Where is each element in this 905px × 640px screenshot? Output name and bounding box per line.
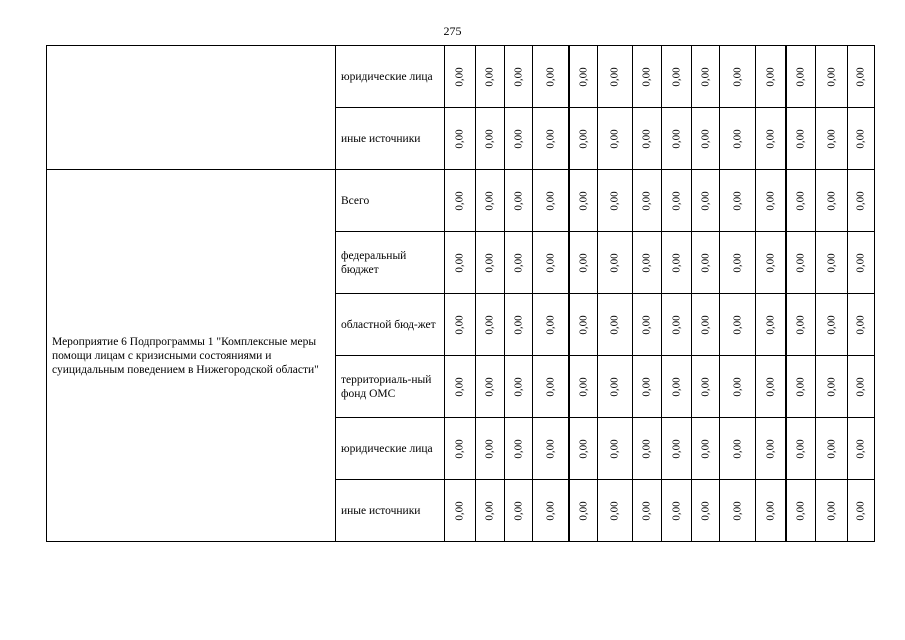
value-text: 0,00 — [454, 128, 466, 149]
value-cell — [848, 232, 875, 294]
value-cell — [569, 232, 598, 294]
value-cell — [720, 170, 756, 232]
value-text: 0,00 — [484, 190, 496, 211]
value-text: 0,00 — [609, 66, 621, 87]
value-text: 0,00 — [699, 66, 712, 87]
value-cell — [692, 108, 720, 170]
value-text: 0,00 — [544, 500, 557, 521]
value-cell — [505, 480, 533, 542]
value-text: 0,00 — [731, 190, 744, 211]
value-text: 0,00 — [512, 190, 525, 211]
value-text: 0,00 — [609, 314, 621, 335]
value-cell — [476, 480, 505, 542]
value-cell — [692, 480, 720, 542]
value-cell — [756, 232, 786, 294]
funding-source-cell: иные источники — [336, 480, 445, 542]
value-cell — [756, 356, 786, 418]
value-cell — [848, 170, 875, 232]
value-text: 0,00 — [825, 376, 838, 397]
value-cell — [445, 108, 476, 170]
value-text: 0,00 — [641, 314, 653, 335]
value-cell — [662, 232, 692, 294]
value-text: 0,00 — [609, 128, 621, 149]
value-cell — [569, 418, 598, 480]
value-text: 0,00 — [512, 66, 525, 87]
value-cell — [848, 356, 875, 418]
value-text: 0,00 — [454, 190, 466, 211]
value-text: 0,00 — [764, 190, 777, 211]
value-cell — [662, 356, 692, 418]
value-cell — [445, 480, 476, 542]
value-text: 0,00 — [544, 314, 557, 335]
value-text: 0,00 — [609, 438, 621, 459]
value-text: 0,00 — [764, 438, 777, 459]
value-cell — [756, 418, 786, 480]
value-text: 0,00 — [544, 376, 557, 397]
funding-source-cell: территориаль-ный фонд ОМС — [336, 356, 445, 418]
value-cell — [476, 294, 505, 356]
value-cell — [533, 170, 569, 232]
value-cell — [786, 108, 816, 170]
value-text: 0,00 — [512, 438, 525, 459]
value-text: 0,00 — [454, 314, 466, 335]
value-cell — [505, 108, 533, 170]
value-text: 0,00 — [855, 128, 867, 149]
value-cell — [786, 170, 816, 232]
value-cell — [662, 108, 692, 170]
value-text: 0,00 — [454, 376, 466, 397]
value-text: 0,00 — [641, 376, 653, 397]
value-cell — [756, 294, 786, 356]
funding-source-cell: Всего — [336, 170, 445, 232]
value-text: 0,00 — [484, 438, 496, 459]
value-text: 0,00 — [609, 252, 621, 273]
value-text: 0,00 — [670, 252, 683, 273]
value-text: 0,00 — [577, 190, 590, 211]
value-text: 0,00 — [699, 376, 712, 397]
value-cell — [633, 480, 662, 542]
value-text: 0,00 — [609, 500, 621, 521]
value-text: 0,00 — [855, 376, 867, 397]
value-text: 0,00 — [670, 128, 683, 149]
value-cell — [720, 108, 756, 170]
value-text: 0,00 — [731, 438, 744, 459]
value-text: 0,00 — [641, 438, 653, 459]
value-text: 0,00 — [794, 376, 807, 397]
value-text: 0,00 — [855, 252, 867, 273]
value-text: 0,00 — [825, 128, 838, 149]
value-cell — [445, 418, 476, 480]
value-cell — [633, 232, 662, 294]
value-cell — [533, 294, 569, 356]
value-cell — [720, 294, 756, 356]
value-text: 0,00 — [577, 128, 590, 149]
value-text: 0,00 — [484, 376, 496, 397]
value-text: 0,00 — [699, 314, 712, 335]
value-text: 0,00 — [825, 314, 838, 335]
value-text: 0,00 — [454, 438, 466, 459]
value-cell — [848, 294, 875, 356]
value-text: 0,00 — [609, 376, 621, 397]
value-cell — [533, 46, 569, 108]
value-cell — [505, 232, 533, 294]
value-text: 0,00 — [731, 128, 744, 149]
value-text: 0,00 — [794, 438, 807, 459]
value-cell — [692, 418, 720, 480]
value-cell — [816, 108, 848, 170]
value-cell — [533, 418, 569, 480]
value-cell — [633, 418, 662, 480]
value-text: 0,00 — [825, 438, 838, 459]
value-cell — [445, 46, 476, 108]
value-cell — [445, 232, 476, 294]
funding-source-cell: юридические лица — [336, 46, 445, 108]
value-text: 0,00 — [641, 128, 653, 149]
value-text: 0,00 — [699, 438, 712, 459]
value-text: 0,00 — [544, 252, 557, 273]
value-text: 0,00 — [454, 500, 466, 521]
value-cell — [662, 480, 692, 542]
value-cell — [569, 294, 598, 356]
value-text: 0,00 — [670, 314, 683, 335]
value-text: 0,00 — [454, 66, 466, 87]
value-text: 0,00 — [577, 252, 590, 273]
value-cell — [692, 232, 720, 294]
value-text: 0,00 — [484, 500, 496, 521]
value-cell — [598, 170, 633, 232]
funding-source-cell: федеральный бюджет — [336, 232, 445, 294]
value-cell — [756, 170, 786, 232]
value-cell — [569, 170, 598, 232]
value-cell — [848, 418, 875, 480]
value-text: 0,00 — [609, 190, 621, 211]
value-cell — [505, 418, 533, 480]
value-text: 0,00 — [544, 128, 557, 149]
value-text: 0,00 — [484, 66, 496, 87]
value-text: 0,00 — [794, 500, 807, 521]
table-row — [47, 170, 875, 232]
page-number: 275 — [443, 24, 462, 38]
value-text: 0,00 — [764, 500, 777, 521]
value-cell — [662, 294, 692, 356]
value-text: 0,00 — [764, 314, 777, 335]
value-cell — [533, 108, 569, 170]
value-text: 0,00 — [764, 376, 777, 397]
value-text: 0,00 — [794, 190, 807, 211]
value-text: 0,00 — [699, 190, 712, 211]
value-text: 0,00 — [512, 252, 525, 273]
value-text: 0,00 — [855, 500, 867, 521]
value-text: 0,00 — [577, 376, 590, 397]
value-text: 0,00 — [512, 128, 525, 149]
value-cell — [662, 170, 692, 232]
value-cell — [720, 46, 756, 108]
value-cell — [786, 232, 816, 294]
value-text: 0,00 — [731, 66, 744, 87]
value-cell — [816, 480, 848, 542]
value-cell — [848, 46, 875, 108]
value-cell — [533, 480, 569, 542]
value-cell — [533, 356, 569, 418]
value-text: 0,00 — [764, 66, 777, 87]
value-cell — [598, 294, 633, 356]
value-text: 0,00 — [641, 190, 653, 211]
value-text: 0,00 — [641, 66, 653, 87]
value-cell — [505, 294, 533, 356]
value-cell — [816, 46, 848, 108]
funding-source-cell: юридические лица — [336, 418, 445, 480]
value-text: 0,00 — [454, 252, 466, 273]
value-cell — [569, 480, 598, 542]
value-cell — [476, 356, 505, 418]
value-text: 0,00 — [512, 500, 525, 521]
value-text: 0,00 — [577, 438, 590, 459]
value-text: 0,00 — [731, 500, 744, 521]
value-cell — [445, 170, 476, 232]
value-text: 0,00 — [855, 438, 867, 459]
value-cell — [816, 418, 848, 480]
value-cell — [569, 108, 598, 170]
value-cell — [662, 46, 692, 108]
value-cell — [786, 418, 816, 480]
value-cell — [633, 108, 662, 170]
value-text: 0,00 — [764, 128, 777, 149]
value-cell — [633, 356, 662, 418]
value-cell — [505, 46, 533, 108]
value-text: 0,00 — [825, 190, 838, 211]
value-cell — [598, 232, 633, 294]
value-text: 0,00 — [544, 190, 557, 211]
value-cell — [692, 294, 720, 356]
value-text: 0,00 — [577, 314, 590, 335]
value-cell — [662, 418, 692, 480]
value-cell — [598, 356, 633, 418]
value-cell — [720, 480, 756, 542]
value-cell — [848, 108, 875, 170]
value-cell — [476, 170, 505, 232]
value-cell — [848, 480, 875, 542]
value-cell — [476, 418, 505, 480]
value-text: 0,00 — [512, 314, 525, 335]
value-cell — [692, 356, 720, 418]
value-text: 0,00 — [794, 128, 807, 149]
value-cell — [445, 356, 476, 418]
value-text: 0,00 — [641, 252, 653, 273]
value-cell — [633, 46, 662, 108]
value-text: 0,00 — [670, 66, 683, 87]
value-cell — [598, 108, 633, 170]
value-text: 0,00 — [699, 128, 712, 149]
value-cell — [816, 232, 848, 294]
value-text: 0,00 — [855, 190, 867, 211]
activity-name-cell — [47, 46, 336, 170]
value-cell — [816, 170, 848, 232]
value-text: 0,00 — [577, 500, 590, 521]
value-text: 0,00 — [699, 252, 712, 273]
value-cell — [720, 418, 756, 480]
value-cell — [533, 232, 569, 294]
value-cell — [720, 232, 756, 294]
value-text: 0,00 — [825, 500, 838, 521]
table-row — [47, 46, 875, 108]
value-text: 0,00 — [731, 314, 744, 335]
value-cell — [598, 480, 633, 542]
value-cell — [633, 170, 662, 232]
value-cell — [569, 46, 598, 108]
value-cell — [476, 232, 505, 294]
value-text: 0,00 — [670, 500, 683, 521]
value-cell — [505, 170, 533, 232]
value-text: 0,00 — [825, 66, 838, 87]
value-text: 0,00 — [731, 252, 744, 273]
value-text: 0,00 — [764, 252, 777, 273]
value-text: 0,00 — [699, 500, 712, 521]
funding-source-cell: областной бюд-жет — [336, 294, 445, 356]
value-cell — [756, 108, 786, 170]
value-cell — [692, 46, 720, 108]
value-text: 0,00 — [670, 376, 683, 397]
value-text: 0,00 — [484, 128, 496, 149]
value-cell — [569, 356, 598, 418]
value-text: 0,00 — [484, 314, 496, 335]
value-cell — [476, 108, 505, 170]
value-cell — [505, 356, 533, 418]
value-cell — [633, 294, 662, 356]
value-text: 0,00 — [794, 314, 807, 335]
value-text: 0,00 — [544, 66, 557, 87]
budget-table — [46, 45, 875, 542]
value-text: 0,00 — [731, 376, 744, 397]
value-text: 0,00 — [512, 376, 525, 397]
value-text: 0,00 — [641, 500, 653, 521]
value-cell — [598, 418, 633, 480]
value-text: 0,00 — [544, 438, 557, 459]
value-cell — [786, 46, 816, 108]
value-cell — [786, 480, 816, 542]
value-cell — [816, 356, 848, 418]
value-text: 0,00 — [825, 252, 838, 273]
value-text: 0,00 — [577, 66, 590, 87]
value-cell — [756, 46, 786, 108]
value-cell — [720, 356, 756, 418]
value-cell — [816, 294, 848, 356]
value-cell — [476, 46, 505, 108]
activity-name-cell: Мероприятие 6 Подпрограммы 1 "Комплексные меры помощи лицам с кризисными состояниями и суицидальным поведением в Нижегородской области" — [47, 170, 336, 542]
value-cell — [692, 170, 720, 232]
value-text: 0,00 — [670, 190, 683, 211]
value-cell — [786, 356, 816, 418]
value-text: 0,00 — [794, 252, 807, 273]
value-text: 0,00 — [855, 314, 867, 335]
value-cell — [756, 480, 786, 542]
value-text: 0,00 — [670, 438, 683, 459]
funding-source-cell: иные источники — [336, 108, 445, 170]
value-cell — [786, 294, 816, 356]
value-cell — [598, 46, 633, 108]
value-text: 0,00 — [794, 66, 807, 87]
value-text: 0,00 — [484, 252, 496, 273]
value-cell — [445, 294, 476, 356]
value-text: 0,00 — [855, 66, 867, 87]
